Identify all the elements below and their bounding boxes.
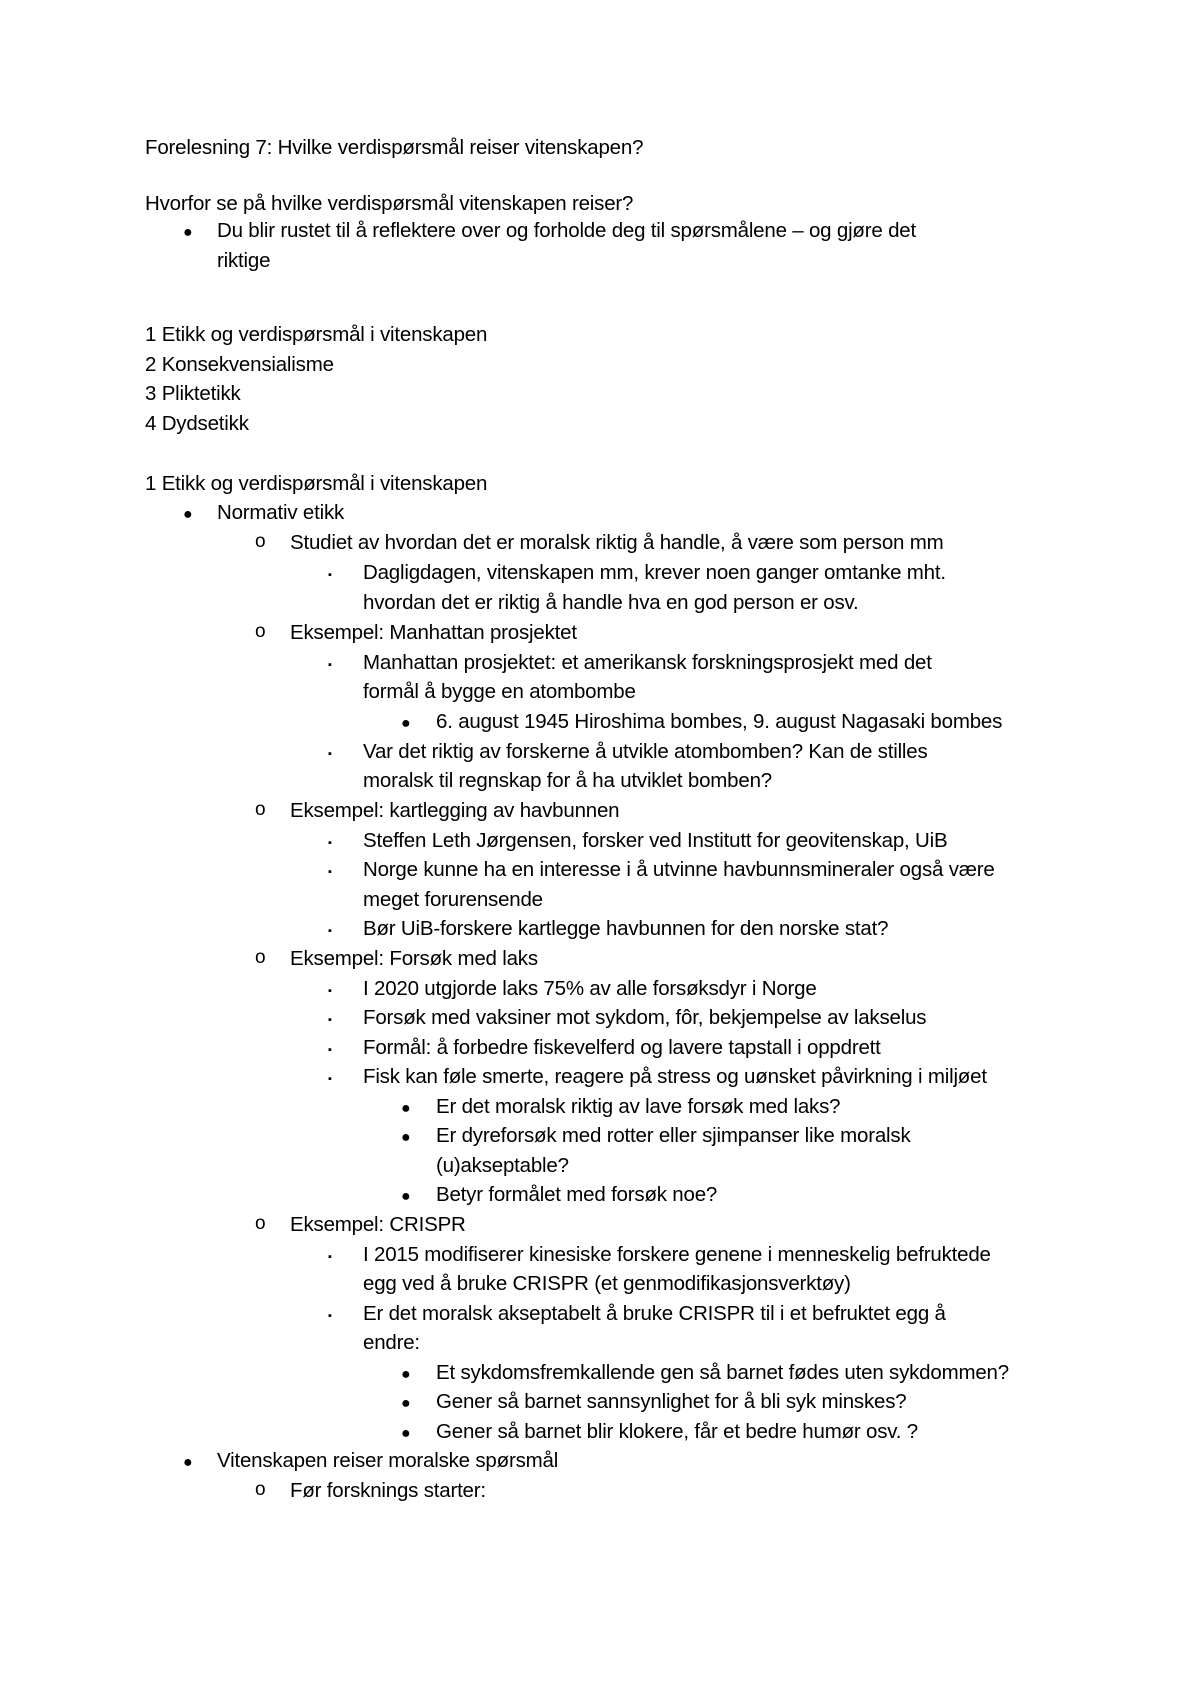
havbunn-item2-l2: meget forurensende xyxy=(363,888,543,911)
bullet-marker: ● xyxy=(401,1188,411,1205)
laks-sub2-l1: Er dyreforsøk med rotter eller sjimpanser like moralsk xyxy=(436,1124,911,1147)
crispr-item2-l1: Er det moralsk akseptabelt å bruke CRISPR til i et befruktet egg å xyxy=(363,1302,946,1325)
laks-sub3: Betyr formålet med forsøk noe? xyxy=(436,1183,718,1206)
why-heading: Hvorfor se på hvilke verdispørsmål vitenskapen reiser? xyxy=(145,192,634,215)
crispr-item1-l2: egg ved å bruke CRISPR (et genmodifikasjonsverktøy) xyxy=(363,1272,851,1295)
circle-marker: o xyxy=(255,621,266,642)
toc-item-4: 4 Dydsetikk xyxy=(145,412,249,435)
havbunn-item1: Steffen Leth Jørgensen, forsker ved Institutt for geovitenskap, UiB xyxy=(363,829,948,852)
square-marker: ▪ xyxy=(328,1251,332,1263)
laks-sub2-l2: (u)akseptable? xyxy=(436,1154,569,1177)
manhattan-item2-l2: moralsk til regnskap for å ha utviklet bomben? xyxy=(363,769,772,792)
laks-item3: Formål: å forbedre fiskevelferd og lavere tapstall i oppdrett xyxy=(363,1036,881,1059)
havbunn-label: Eksempel: kartlegging av havbunnen xyxy=(290,799,620,822)
square-marker: ▪ xyxy=(328,837,332,849)
square-marker: ▪ xyxy=(328,1073,332,1085)
bullet-marker: ● xyxy=(183,1454,193,1471)
toc-item-1: 1 Etikk og verdispørsmål i vitenskapen xyxy=(145,323,488,346)
bullet-marker: ● xyxy=(401,715,411,732)
circle-marker: o xyxy=(255,799,266,820)
bullet-marker: ● xyxy=(401,1129,411,1146)
document-title: Forelesning 7: Hvilke verdispørsmål reiser vitenskapen? xyxy=(145,136,644,159)
square-marker: ▪ xyxy=(328,866,332,878)
crispr-label: Eksempel: CRISPR xyxy=(290,1213,466,1236)
laks-item2: Forsøk med vaksiner mot sykdom, fôr, bekjempelse av lakselus xyxy=(363,1006,927,1029)
havbunn-item3: Bør UiB-forskere kartlegge havbunnen for den norske stat? xyxy=(363,917,889,940)
square-marker: ▪ xyxy=(328,659,332,671)
square-marker: ▪ xyxy=(328,925,332,937)
laks-sub1: Er det moralsk riktig av lave forsøk med laks? xyxy=(436,1095,841,1118)
laks-item1: I 2020 utgjorde laks 75% av alle forsøksdyr i Norge xyxy=(363,977,817,1000)
square-marker: ▪ xyxy=(328,985,332,997)
manhattan-label: Eksempel: Manhattan prosjektet xyxy=(290,621,577,644)
square-marker: ▪ xyxy=(328,748,332,760)
bullet-marker: ● xyxy=(401,1100,411,1117)
circle-marker: o xyxy=(255,531,266,552)
normativ-label: Normativ etikk xyxy=(217,501,345,524)
bullet-marker: ● xyxy=(183,506,193,523)
crispr-sub2: Gener så barnet sannsynlighet for å bli syk minskes? xyxy=(436,1390,907,1413)
circle-marker: o xyxy=(255,1479,266,1500)
crispr-item2-l2: endre: xyxy=(363,1331,420,1354)
crispr-item1-l1: I 2015 modifiserer kinesiske forskere genene i menneskelig befruktede xyxy=(363,1243,991,1266)
normativ-studiet: Studiet av hvordan det er moralsk riktig å handle, å være som person mm xyxy=(290,531,944,554)
moral-label: Vitenskapen reiser moralske spørsmål xyxy=(217,1449,559,1472)
square-marker: ▪ xyxy=(328,1044,332,1056)
toc-item-3: 3 Pliktetikk xyxy=(145,382,241,405)
section1-heading: 1 Etikk og verdispørsmål i vitenskapen xyxy=(145,472,488,495)
bullet-marker: ● xyxy=(401,1425,411,1442)
square-marker: ▪ xyxy=(328,1310,332,1322)
why-bullet-line2: riktige xyxy=(217,249,271,272)
manhattan-item1-sub: 6. august 1945 Hiroshima bombes, 9. august Nagasaki bombes xyxy=(436,710,1003,733)
toc-item-2: 2 Konsekvensialisme xyxy=(145,353,334,376)
normativ-dagligdagen-l1: Dagligdagen, vitenskapen mm, krever noen ganger omtanke mht. xyxy=(363,561,946,584)
crispr-sub1: Et sykdomsfremkallende gen så barnet fødes uten sykdommen? xyxy=(436,1361,1009,1384)
bullet-marker: ● xyxy=(183,224,193,241)
bullet-marker: ● xyxy=(401,1366,411,1383)
moral-before: Før forsknings starter: xyxy=(290,1479,486,1502)
circle-marker: o xyxy=(255,947,266,968)
havbunn-item2-l1: Norge kunne ha en interesse i å utvinne havbunnsmineraler også være xyxy=(363,858,995,881)
circle-marker: o xyxy=(255,1213,266,1234)
laks-label: Eksempel: Forsøk med laks xyxy=(290,947,538,970)
manhattan-item1-l2: formål å bygge en atombombe xyxy=(363,680,636,703)
manhattan-item2-l1: Var det riktig av forskerne å utvikle atombomben? Kan de stilles xyxy=(363,740,928,763)
laks-item4: Fisk kan føle smerte, reagere på stress og uønsket påvirkning i miljøet xyxy=(363,1065,987,1088)
normativ-dagligdagen-l2: hvordan det er riktig å handle hva en god person er osv. xyxy=(363,591,859,614)
square-marker: ▪ xyxy=(328,1014,332,1026)
crispr-sub3: Gener så barnet blir klokere, får et bedre humør osv. ? xyxy=(436,1420,918,1443)
manhattan-item1-l1: Manhattan prosjektet: et amerikansk forskningsprosjekt med det xyxy=(363,651,932,674)
square-marker: ▪ xyxy=(328,569,332,581)
bullet-marker: ● xyxy=(401,1395,411,1412)
why-bullet-line1: Du blir rustet til å reflektere over og forholde deg til spørsmålene – og gjøre det xyxy=(217,219,916,242)
